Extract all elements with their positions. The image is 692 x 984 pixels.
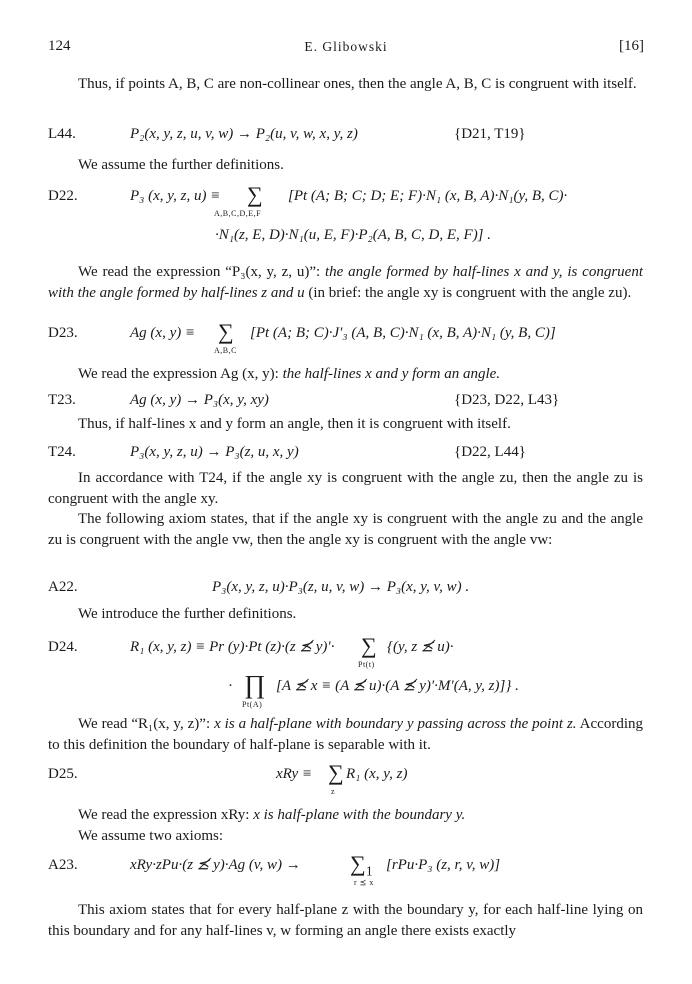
- text-intro: We read the expression “P₃(x, y, z, u)”:: [78, 264, 321, 280]
- formula-reference: {D21, T19}: [454, 126, 526, 142]
- formula-rhs: [rPu·P₃ (z, r, v, w)]: [386, 857, 501, 873]
- formula-label: T24.: [48, 444, 76, 460]
- formula-label: D24.: [48, 639, 78, 655]
- running-author: E. Glibowski: [304, 39, 388, 54]
- formula-rhs: [Pt (A; B; C)·J′₃ (A, B, C)·N₁ (x, B, A)·N₁ (y, B, C)]: [250, 325, 556, 341]
- page-number: 124: [48, 38, 71, 54]
- formula-label: T23.: [48, 392, 76, 408]
- product-subscript: Pt(A): [242, 700, 263, 709]
- formula-label: A22.: [48, 579, 78, 595]
- formula-rhs: R₁ (x, y, z): [346, 766, 408, 782]
- paragraph-axiom-explanation: This axiom states that for every half-plane z with the boundary y, for each half-line lying on this boundary and for any half-lines v, w forming an angle there exists exactly: [48, 902, 643, 939]
- summation-symbol: ∑₁: [350, 851, 374, 876]
- summation-symbol: ∑: [218, 319, 234, 344]
- summation-symbol: ∑: [361, 633, 377, 658]
- formula-lhs: xRy·zPu·(z ⪯̸ y)·Ag (v, w) →: [130, 857, 301, 873]
- text-italic: the half-lines x and y form an angle.: [282, 366, 501, 382]
- formula-reference: {D22, L44}: [454, 444, 526, 460]
- formula-label: D25.: [48, 766, 78, 782]
- summation-subscript: Pt(t): [358, 660, 375, 669]
- section-number: [16]: [619, 38, 644, 54]
- product-symbol: ∏: [244, 670, 266, 699]
- formula-rhs-line1: [Pt (A; B; C; D; E; F)·N₁ (x, B, A)·N₁(y, B, C)·: [288, 188, 568, 204]
- formula-expression: Ag (x, y) → P₃(x, y, xy): [130, 392, 269, 408]
- summation-subscript: A,B,C,D,E,F: [214, 209, 262, 218]
- text-italic: x is a half-plane with boundary y passing across the point z.: [214, 716, 577, 732]
- formula-lhs: Ag (x, y) ≡: [130, 325, 196, 341]
- formula-lhs: xRy ≡: [276, 766, 313, 782]
- summation-symbol: ∑: [328, 760, 344, 785]
- paragraph-assume-definitions: We assume the further definitions.: [78, 157, 284, 173]
- paragraph-axiom-statement: The following axiom states, that if the angle xy is congruent with the angle zu and the angle zu is congruent with the angle vw, then the angle xy is congruent with the angle vw:: [48, 511, 643, 548]
- paragraph-read-ag: [48, 364, 643, 385]
- formula-label: D23.: [48, 325, 78, 341]
- text-italic: the angle formed by half-lines x and y, is congruent with the angle formed by half-lines z and u: [48, 264, 643, 301]
- formula-line1-tail: {(y, z ⪯̸ u)·: [387, 639, 454, 655]
- formula-line2: [A ⪯̸ x ≡ (A ⪯̸ u)·(A ⪯̸ y)′·M′(A, y, z)]} .: [276, 678, 519, 694]
- paragraph-assume-axioms: We assume two axioms:: [78, 828, 224, 844]
- text-intro: We read “R₁(x, y, z)”:: [78, 716, 211, 732]
- formula-reference: {D23, D22, L43}: [454, 392, 560, 408]
- formula-line1: R₁ (x, y, z) ≡ Pr (y)·Pt (z)·(z ⪯̸ y)′·: [130, 639, 335, 655]
- running-header: [48, 38, 644, 58]
- paragraph-read-p3: [48, 262, 643, 303]
- formula-label: A23.: [48, 857, 78, 873]
- formula-label: L44.: [48, 126, 76, 142]
- formula-label: D22.: [48, 188, 78, 204]
- text-intro: We read the expression Ag (x, y):: [78, 366, 279, 382]
- paragraph-read-xry: [48, 805, 643, 826]
- formula-lhs: P₃ (x, y, z, u) ≡: [130, 188, 221, 204]
- summation-subscript: r ⪯ x: [354, 878, 374, 887]
- text-italic: x is half-plane with the boundary y.: [253, 807, 466, 823]
- paragraph-introduce-definitions: We introduce the further definitions.: [78, 606, 297, 622]
- text-intro: We read the expression xRy:: [78, 807, 250, 823]
- text-tail: (in brief: the angle xy is congruent with the angle zu).: [308, 284, 632, 301]
- paragraph-thus-noncollinear: Thus, if points A, B, C are non-collinear ones, then the angle A, B, C is congruent with itself.: [78, 76, 637, 92]
- formula-rhs-line2: ·N₁(z, E, D)·N₁(u, E, F)·P₂(A, B, C, D, E, F)] .: [215, 227, 492, 243]
- formula-expression: P₃(x, y, z, u) → P₃(z, u, x, y): [130, 444, 299, 460]
- text-tail: According to this definition the boundary of half-plane is separable with it.: [48, 716, 643, 753]
- paragraph-read-r1: [48, 714, 643, 755]
- product-leading-dot: ·: [228, 678, 233, 694]
- paragraph-accordance-t24: In accordance with T24, if the angle xy is congruent with the angle zu, then the angle zu is congruent with the angle xy.: [48, 470, 643, 507]
- formula-expression: P₃(x, y, z, u)·P₃(z, u, v, w) → P₃(x, y, v, w) .: [212, 579, 470, 595]
- formula-expression: P₂(x, y, z, u, v, w) → P₂(u, v, w, x, y, z): [130, 126, 358, 142]
- summation-subscript: A,B,C: [214, 346, 237, 355]
- paragraph-thus-half-lines: Thus, if half-lines x and y form an angle, then it is congruent with itself.: [78, 416, 511, 432]
- summation-subscript: z: [331, 787, 336, 796]
- summation-symbol: ∑: [247, 182, 263, 207]
